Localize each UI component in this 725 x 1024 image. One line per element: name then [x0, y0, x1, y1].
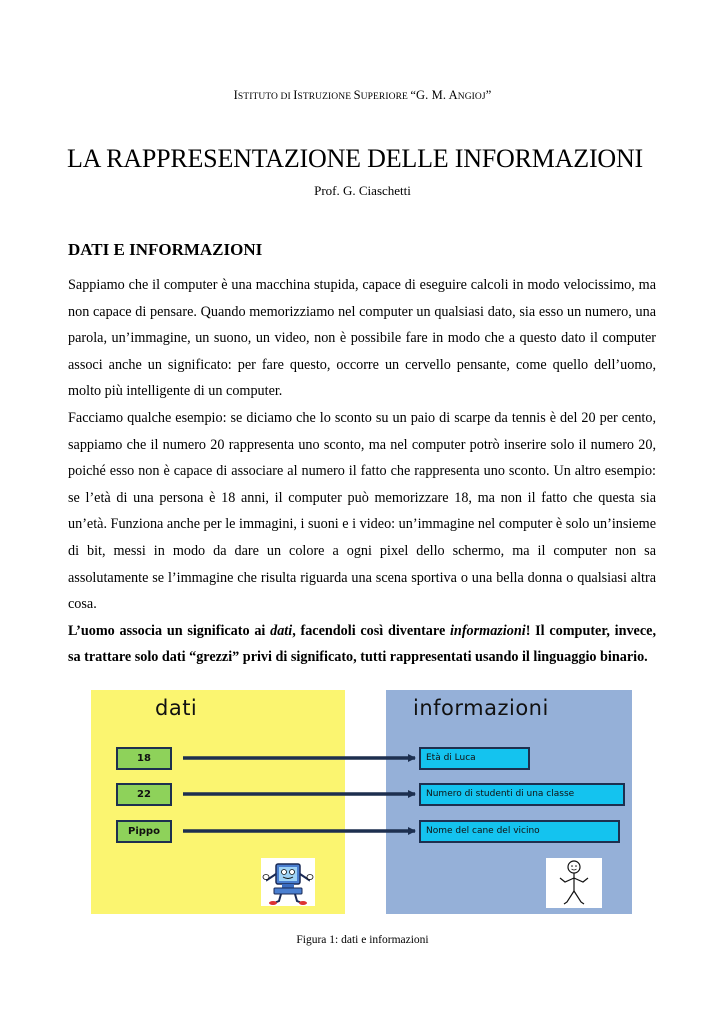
data-box-18: 18	[116, 747, 172, 770]
paragraph-3-part: ! Il computer, invece, sa trattare solo dati “grezzi” privi di significato, tutti rappresentati usando il linguaggio binario.	[68, 622, 656, 666]
stick-figure-icon	[546, 858, 602, 908]
paragraph-3-part-italic: dati	[270, 622, 293, 639]
data-info-figure	[91, 690, 632, 914]
paragraph-3-part: L’uomo associa un significato ai	[68, 622, 271, 639]
institute-part: I	[293, 88, 298, 102]
data-box-22: 22	[116, 783, 172, 806]
institute-part: S	[353, 88, 361, 102]
institute-part: NGIOJ	[457, 92, 486, 102]
institute-part: STITUTO DI	[237, 92, 294, 102]
paragraph-1: Sappiamo che il computer è una macchina stupida, capace di eseguire calcoli in modo velocissimo, ma non capace di pensare. Quando memorizziamo nel computer un qualsiasi dato, sia esso un numero, una parola, un’immagine, un suono, un video, non è possibile fare in modo che a questo dato il computer associ anche un significato: per fare questo, occorre un cervello pensante, come quello dell’uomo, molto più intelligente di un computer.	[68, 277, 656, 400]
institute-part: I	[233, 88, 238, 102]
data-box-pippo: Pippo	[116, 820, 172, 843]
institute-part: “G. M. A	[410, 88, 458, 102]
institute-part: UPERIORE	[360, 92, 411, 102]
figure-caption: Figura 1: dati e informazioni	[296, 934, 429, 946]
institute-header	[0, 88, 725, 103]
institute-part: ”	[485, 88, 492, 102]
institute-part: STRUZIONE	[297, 92, 354, 102]
computer-mascot-icon	[261, 858, 315, 906]
paragraph-3	[68, 618, 656, 671]
paragraph-3-part: , facendoli così diventare	[292, 622, 450, 639]
info-box-cane: Nome del cane del vicino	[419, 820, 620, 843]
dati-panel-title: dati	[155, 696, 198, 720]
paragraph-2: Facciamo qualche esempio: se diciamo che lo sconto su un paio di scarpe da tennis è del 20 per cento, sappiamo che il numero 20 rappresenta uno sconto, ma nel computer potrò inserire solo il numero 20, poiché esso non è capace di associare al numero il fatto che rappresenta uno sconto. Un altro esempio: se l’età di una persona è 18 anni, il computer può memorizzare 18, ma non il fatto che questa sia un’età. Funziona anche per le immagini, i suoni e i video: un’immagine nel computer è solo un’insieme di bit, messi in modo da dare un colore a ogni pixel dello schermo, ma il computer non sa assolutamente se l’immagine che risulta riguarda una scena sportiva o una bella donna o qualsiasi altra cosa.	[68, 409, 656, 613]
section-body	[68, 272, 656, 671]
info-box-eta: Età di Luca	[419, 747, 530, 770]
document-title: LA RAPPRESENTAZIONE DELLE INFORMAZIONI	[67, 144, 644, 173]
paragraph-3-part-italic: informazioni	[449, 622, 526, 639]
section-heading: DATI E INFORMAZIONI	[68, 240, 263, 259]
author-line: Prof. G. Ciaschetti	[314, 183, 411, 198]
info-box-studenti: Numero di studenti di una classe	[419, 783, 625, 806]
informazioni-panel-title: informazioni	[413, 696, 549, 720]
